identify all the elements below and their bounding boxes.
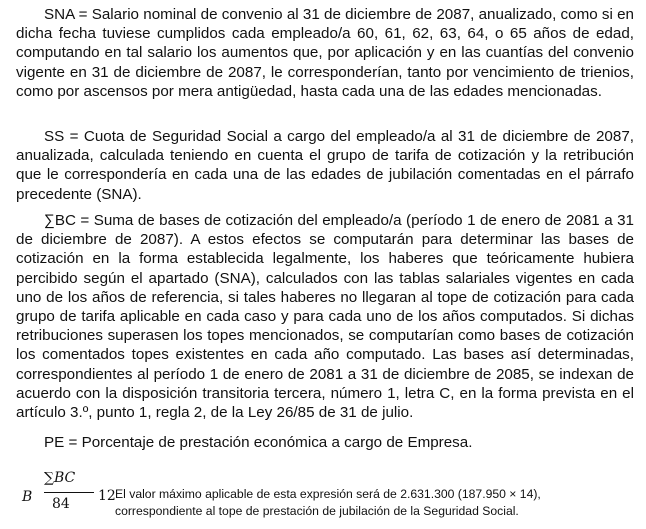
formula-numerator: ∑BC xyxy=(44,470,76,486)
formula-multiplier: 12 xyxy=(98,488,116,504)
formula-variable: B xyxy=(22,489,33,505)
formula-denominator: 84 xyxy=(52,496,70,512)
formula-b xyxy=(18,466,116,522)
definition-sum-bc: ∑BC = Suma de bases de cotización del empleado/a (período 1 de enero de 2081 a 31 de diciembre de 2087). A estos efectos se computarán para determinar las bases de cotización en la forma establecida legalmente, los haberes que teóricamente hubiera percibido según el apartado (SNA), calculados con las tablas salariales vigentes en cada uno de los años de referencia, si tales haberes no llegaran al tope de cotización para cada grupo de tarifa aplicable en cada caso y para cada uno de los años computados. Si dichas retribuciones superasen los topes mencionados, se computarían como bases de cotización los comentados topes existentes en cada año computado. Las bases así determinadas, correspondientes al período 1 de enero de 2081 a 31 de diciembre de 2085, se indexan de acuerdo con la disposición transitoria tercera, número 1, letra C, en la forma prevista en el artículo 3.º, punto 1, regla 2, de la Ley 26/85 de 31 de julio. xyxy=(16,212,634,422)
fraction-bar xyxy=(44,492,94,493)
definition-pe: PE = Porcentaje de prestación económica a cargo de Empresa. xyxy=(44,434,473,451)
definition-sna: SNA = Salario nominal de convenio al 31 de diciembre de 2087, anualizado, como si en dicha fecha tuviese cumplidos cada empleado/a 60, 61, 62, 63, 64, o 65 años de edad, computando en tal salario los aumentos que, por aplicación y en las cuantías del convenio vigente en 31 de diciembre de 2087, le corresponderían, tanto por vencimiento de trienios, como por ascensos por mera antigüedad, hasta cada una de las edades mencionadas. xyxy=(16,6,634,100)
formula-note: El valor máximo aplicable de esta expresión será de 2.631.300 (187.950 × 14), correspondiente al tope de prestación de jubilación de la Seguridad Social. xyxy=(115,487,541,518)
definition-ss: SS = Cuota de Seguridad Social a cargo del empleado/a al 31 de diciembre de 2087, anualizada, calculada teniendo en cuenta el grupo de tarifa de cotización y la retribución que le correspondería en cada una de las edades de jubilación comentadas en el párrafo precedente (SNA). xyxy=(16,128,634,203)
